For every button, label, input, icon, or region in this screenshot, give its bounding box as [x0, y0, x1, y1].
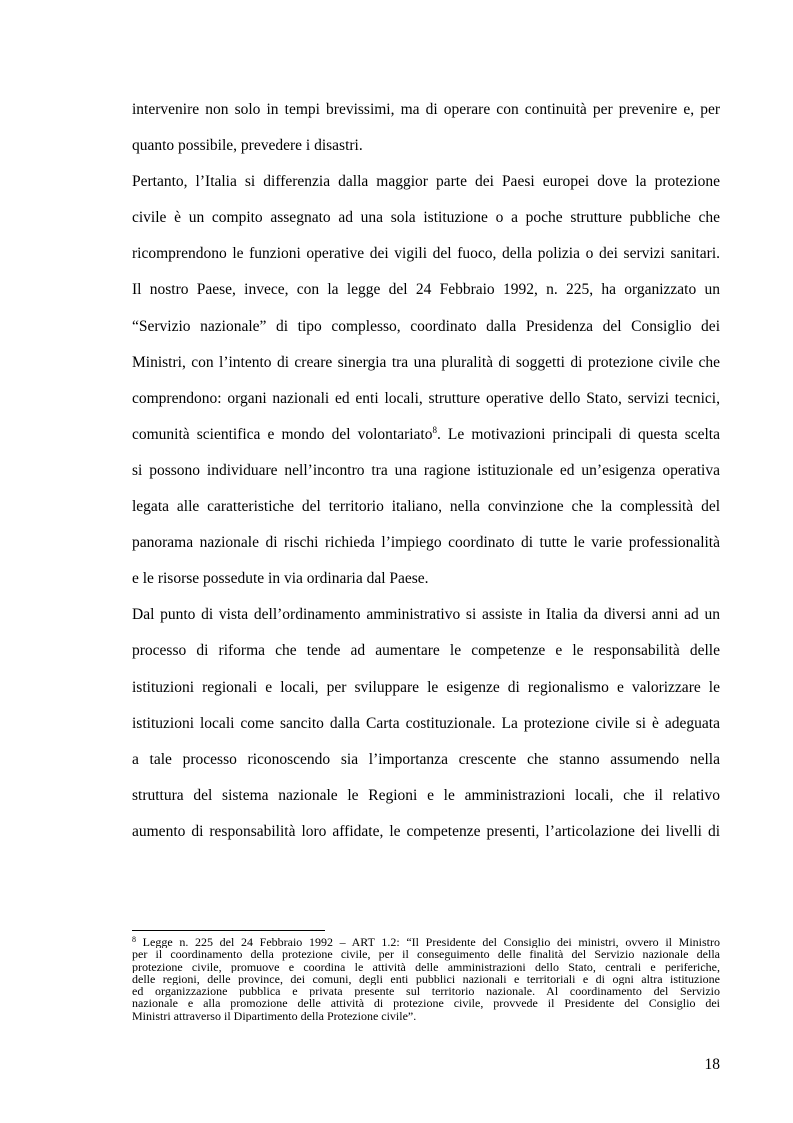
footnote-line: per il coordinamento della protezione civile, per il conseguimento delle finalità del Servizio nazionale della [132, 948, 720, 961]
body-line: istituzioni regionali e locali, per sviluppare le esigenze di regionalismo e valorizzare le [132, 678, 720, 696]
body-line: Pertanto, l’Italia si differenzia dalla maggior parte dei Paesi europei dove la protezione [132, 173, 720, 191]
footnote-line [132, 936, 720, 948]
footnote-divider [132, 930, 325, 931]
body-line-text-tail: . Le motivazioni principali di questa scelta [436, 425, 720, 443]
body-line-text: comunità scientifica e mondo del volontariato [132, 425, 433, 443]
body-line: a tale processo riconoscendo sia l’importanza crescente che stanno assumendo nella [132, 750, 720, 768]
body-line: Dal punto di vista dell’ordinamento amministrativo si assiste in Italia da diversi anni ad un [132, 606, 720, 624]
footnote-line-text: Legge n. 225 del 24 Febbraio 1992 – ART 1.2: “Il Presidente del Consiglio dei ministri, ovvero il Ministro [136, 936, 720, 949]
body-line: intervenire non solo in tempi brevissimi, ma di operare con continuità per prevenire e, per [132, 101, 720, 118]
body-line: aumento di responsabilità loro affidate, le competenze presenti, l’articolazione dei livelli di [132, 822, 720, 840]
body-line: quanto possibile, prevedere i disastri. [132, 137, 363, 155]
body-line: e le risorse possedute in via ordinaria dal Paese. [132, 570, 429, 588]
body-line: Ministri, con l’intento di creare sinergia tra una pluralità di soggetti di protezione civile che [132, 353, 720, 371]
body-line: processo di riforma che tende ad aumentare le competenze e le responsabilità delle [132, 642, 720, 660]
body-line: struttura del sistema nazionale le Regioni e le amministrazioni locali, che il relativo [132, 786, 720, 804]
page-number: 18 [704, 1056, 720, 1073]
footnote [132, 936, 720, 1022]
body-line: si possono individuare nell’incontro tra una ragione istituzionale ed un’esigenza operativa [132, 461, 720, 479]
body-line: Il nostro Paese, invece, con la legge del 24 Febbraio 1992, n. 225, ha organizzato un [132, 281, 720, 299]
footnote-line: ed organizzazione pubblica e privata presente sul territorio nazionale. Al coordinamento del Servizio [132, 985, 720, 998]
footnote-marker: 8 [132, 936, 136, 944]
footnote-line: protezione civile, promuove e coordina le attività delle amministrazioni dello Stato, centrali e periferiche, [132, 960, 720, 973]
body-line: legata alle caratteristiche del territorio italiano, nella convinzione che la complessità del [132, 498, 720, 516]
body-line-with-footnote-ref [132, 417, 720, 453]
body-line: ricomprendono le funzioni operative dei vigili del fuoco, della polizia o dei servizi sanitari. [132, 245, 720, 263]
body-line: istituzioni locali come sancito dalla Carta costituzionale. La protezione civile si è adeguata [132, 714, 720, 732]
footnote-line: nazionale e alla promozione delle attività di protezione civile, provvede il Presidente del Consiglio dei [132, 997, 720, 1010]
body-line: panorama nazionale di rischi richieda l’impiego coordinato di tutte le varie professionalità [132, 534, 720, 552]
body-line: comprendono: organi nazionali ed enti locali, strutture operative dello Stato, servizi tecnici, [132, 389, 720, 407]
footnote-ref[interactable]: 8 [432, 424, 437, 435]
body-line: civile è un compito assegnato ad una sola istituzione o a poche strutture pubbliche che [132, 209, 720, 227]
footnote-line: Ministri attraverso il Dipartimento della Protezione civile”. [132, 1009, 417, 1023]
body-text [132, 92, 720, 850]
body-line: “Servizio nazionale” di tipo complesso, coordinato dalla Presidenza del Consiglio dei [132, 317, 720, 335]
footnote-line: delle regioni, delle province, dei comuni, degli enti pubblici nazionali e territoriali e di ogni altra istituzione [132, 972, 720, 986]
